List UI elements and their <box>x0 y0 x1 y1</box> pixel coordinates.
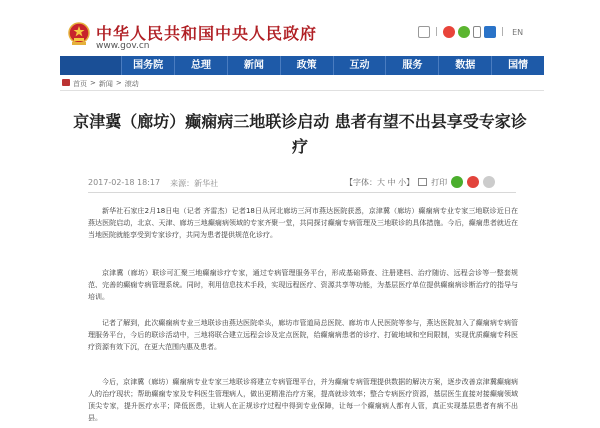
accessibility-icon[interactable] <box>418 26 430 38</box>
mobile-icon[interactable] <box>473 26 481 38</box>
font-size-switcher[interactable]: 【字体：大 中 小】 <box>345 177 415 187</box>
article-source: 来源：新华社 <box>170 179 219 188</box>
article-paragraph: 今后，京津冀（廊坊）癫痫病专业专家三地联诊将建立专病管理平台，并为癫痫专病管理提供数据的解决方案，逐步改善京津冀癫痫病人的治疗现状；帮助癫痫专家及专科医生管理病人，做出更精准治疗方案，提高就诊效率；整合专病医疗资源，基层医生直接对接癫痫领域顶尖专家，提升医疗水平；降低医患，让病人在正规诊疗过程中得到专业保障，让每一个癫痫病人都有人管，真正实现基层患者有病不出县。 <box>88 378 518 422</box>
share-wechat-icon[interactable] <box>451 176 463 188</box>
app-icon[interactable] <box>484 26 496 38</box>
site-header <box>0 0 600 56</box>
nav-item-data[interactable]: 数据 <box>438 56 491 75</box>
nav-item-interaction[interactable]: 互动 <box>333 56 386 75</box>
main-nav <box>60 56 544 75</box>
home-icon <box>62 79 70 86</box>
print-link[interactable]: 打印 <box>431 177 448 187</box>
breadcrumb-rolling[interactable]: 滚动 <box>124 80 139 88</box>
divider <box>88 192 516 193</box>
nav-item-services[interactable]: 服务 <box>385 56 438 75</box>
article-paragraph: 新华社石家庄2月18日电（记者 齐雷杰）记者18日从河北廊坊三河市燕达医院获悉，京津冀（廊坊）癫痫病专业专家三地联诊近日在燕达医院启动，北京、天津、廊坊三地癫痫病领域的专家齐聚一堂，共同探讨癫痫专病管理及三地联诊的具体措施。今后，癫痫患者就近在当地医院就能享受到专家诊疗，共同为患者提供规范化诊疗。 <box>88 207 518 239</box>
breadcrumb-news[interactable]: 新闻 <box>98 80 113 88</box>
article-meta <box>88 178 218 189</box>
print-icon[interactable] <box>418 178 427 186</box>
nav-home[interactable] <box>60 56 121 75</box>
share-more-icon[interactable] <box>483 176 495 188</box>
divider <box>60 90 544 91</box>
header-tools <box>418 26 523 38</box>
nav-item-state-council[interactable]: 国务院 <box>121 56 174 75</box>
article-paragraph: 京津冀（廊坊）联诊可汇聚三地癫痫诊疗专家，通过专病管理服务平台，形成基础筛查、注册建档、治疗随访、远程会诊等一整套规范、完善的癫痫专病管理系统。同时，利用信息技术手段，实现远程医疗、资源共享等功能，为基层医疗单位提供癫痫病诊断治疗的指导与培训。 <box>88 269 518 301</box>
publish-date: 2017-02-18 18:17 <box>88 178 161 187</box>
nav-item-premier[interactable]: 总理 <box>174 56 227 75</box>
breadcrumb <box>62 79 139 89</box>
article-tools <box>345 176 495 188</box>
site-url[interactable]: www.gov.cn <box>96 41 150 51</box>
breadcrumb-separator: > <box>115 79 122 87</box>
breadcrumb-home[interactable]: 首页 <box>73 80 87 88</box>
article-title: 京津冀（廊坊）癫痫病三地联诊启动 患者有望不出县享受专家诊疗 <box>73 112 527 156</box>
language-switch[interactable]: EN <box>512 27 524 37</box>
wechat-icon[interactable] <box>458 26 470 38</box>
article-paragraph: 记者了解到，此次癫痫病专业三地联诊由燕达医院牵头，廊坊市管道局总医院、廊坊市人民医院等参与，燕达医院加入了癫痫病专病管理服务平台，今后的联诊活动中，三地将联合建立远程会诊及定点医院，给癫痫病患者的诊疗、打破地域和空间限制，实现优质癫痫专科医疗资源有效下沉，在更大范围内惠及患者。 <box>88 319 518 351</box>
nav-item-policy[interactable]: 政策 <box>280 56 333 75</box>
national-emblem-icon[interactable] <box>68 22 90 46</box>
site-title[interactable]: 中华人民共和国中央人民政府 <box>96 24 318 43</box>
nav-item-news[interactable]: 新闻 <box>227 56 280 75</box>
tool-separator: | <box>501 27 505 37</box>
breadcrumb-separator: > <box>90 79 96 87</box>
nav-item-national-profile[interactable]: 国情 <box>491 56 544 75</box>
tool-separator: | <box>435 27 439 37</box>
share-weibo-icon[interactable] <box>467 176 479 188</box>
weibo-icon[interactable] <box>443 26 455 38</box>
